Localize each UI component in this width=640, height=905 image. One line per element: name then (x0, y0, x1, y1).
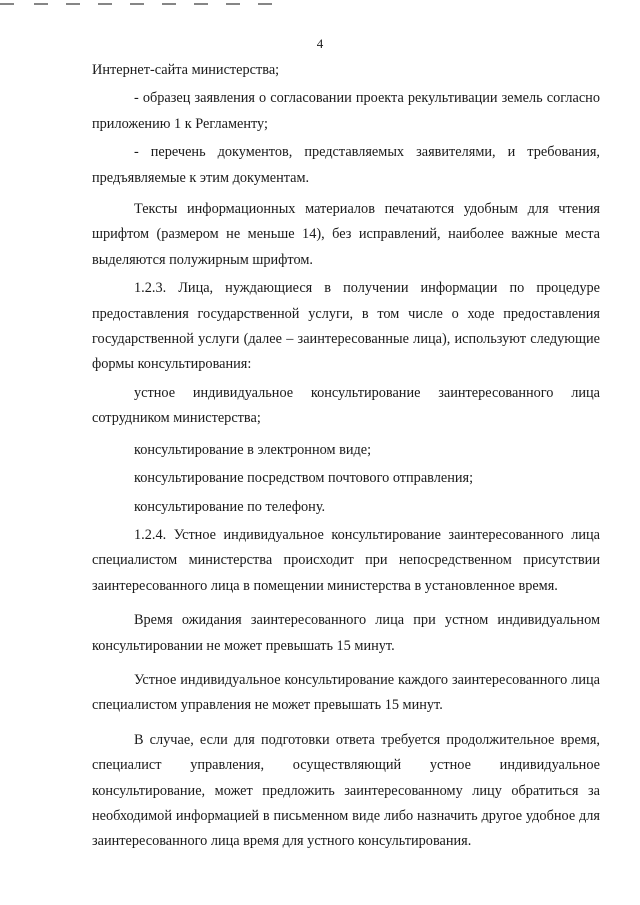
document-body (92, 58, 600, 855)
paragraph-oral-consultation-form: устное индивидуальное консультирование заинтересованного лица сотрудником министерства; (92, 384, 600, 427)
paragraph-1-2-4: 1.2.4. Устное индивидуальное консультирование заинтересованного лица специалистом министерства происходит при непосредственном присутствии заинтересованного лица в помещении министерства в установленное время. (92, 526, 600, 594)
paragraph-website-continuation: Интернет-сайта министерства; (92, 62, 280, 78)
paragraph-1-2-3: 1.2.3. Лица, нуждающиеся в получении информации по процедуре предоставления государственной услуги, в том числе о ходе предоставления государственной услуги (далее – заинтересованные лица), используют следующие формы консультирования: (92, 280, 600, 373)
paragraph-postal-consultation: консультирование посредством почтового отправления; (134, 470, 474, 487)
paragraph-extended-time: В случае, если для подготовки ответа требуется продолжительное время, специалист управления, осуществляющий устное индивидуальное консультирование, может предложить заинтересованному лицу обратиться за необходимой информацией в письменном виде либо назначить другое удобное для заинтересованного лица время для устного консультирования. (92, 731, 600, 850)
paragraph-documents-list: - перечень документов, представляемых заявителями, и требования, предъявляемые к этим документам. (92, 144, 600, 186)
paragraph-consultation-duration: Устное индивидуальное консультирование каждого заинтересованного лица специалистом управления не может превышать 15 минут. (92, 671, 600, 714)
paragraph-phone-consultation: консультирование по телефону. (134, 498, 326, 515)
scan-edge-marks (0, 0, 640, 8)
paragraph-application-sample: - образец заявления о согласовании проекта рекультивации земель согласно приложению 1 к Регламенту; (92, 90, 600, 132)
page-number: 4 (316, 36, 324, 51)
paragraph-waiting-time: Время ожидания заинтересованного лица при устном индивидуальном консультировании не может превышать 15 минут. (92, 612, 600, 654)
paragraph-text-requirements: Тексты информационных материалов печатаются удобным для чтения шрифтом (размером не меньше 14), без исправлений, наиболее важные места выделяются полужирным шрифтом. (92, 201, 600, 268)
paragraph-electronic-consultation: консультирование в электронном виде; (134, 441, 372, 458)
